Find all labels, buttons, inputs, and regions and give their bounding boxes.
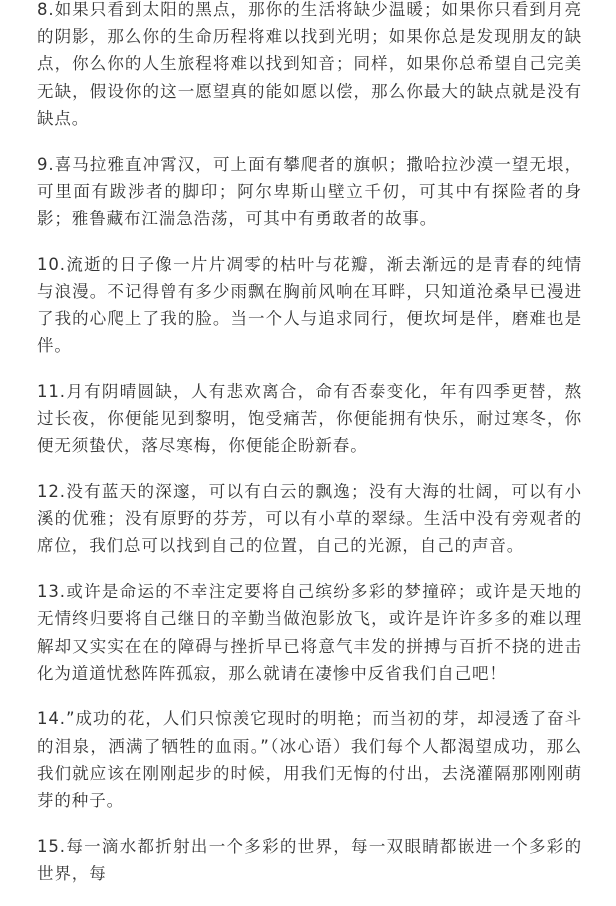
paragraph-11: 11.月有阴晴圆缺，人有悲欢离合，命有否泰变化，年有四季更替，熬过长夜，你便能见到黎明，饱受痛苦，你便能拥有快乐，耐过寒冬，你便无须蛰伏，落尽寒梅，你便能企盼新春。 — [37, 381, 582, 456]
paragraph-10: 10.流逝的日子像一片片凋零的枯叶与花瓣，渐去渐远的是青春的纯情与浪漫。不记得曾有多少雨飘在胸前风响在耳畔，只知道沧桑早已漫进了我的心爬上了我的脸。当一个人与追求同行，便坎坷是伴，磨难也是伴。 — [37, 254, 582, 356]
paragraph-14: 14.”成功的花，人们只惊羡它现时的明艳；而当初的芽，却浸透了奋斗的泪泉，洒满了牺牲的血雨。”（冰心语）我们每个人都渴望成功，那么我们就应该在刚刚起步的时候，用我们无悔的付出，去浇灌隔那刚刚萌芽的种子。 — [37, 709, 582, 811]
paragraph-8: 8.如果只看到太阳的黑点，那你的生活将缺少温暖；如果你只看到月亮的阴影，那么你的生命历程将难以找到光明；如果你总是发现朋友的缺点，你么你的人生旅程将难以找到知音；同样，如果你总希望自己完美无缺，假设你的这一愿望真的能如愿以偿，那么你最大的缺点就是没有缺点。 — [37, 0, 582, 128]
paragraph-13: 13.或许是命运的不幸注定要将自己缤纷多彩的梦撞碎；或许是天地的无情终归要将自己继日的辛勤当做泡影放飞，或许是许许多多的难以理解却又实实在在的障碍与挫折早已将意气丰发的拼搏与百折不挠的进击化为道道忧愁阵阵孤寂，那么就请在凄惨中反省我们自己吧！ — [37, 582, 582, 683]
article-body — [37, 0, 582, 906]
paragraph-9: 9.喜马拉雅直冲霄汉，可上面有攀爬者的旗帜；撒哈拉沙漠一望无垠，可里面有跋涉者的脚印；阿尔卑斯山壁立千仞，可其中有探险者的身影；雅鲁藏布江湍急浩荡，可其中有勇敢者的故事。 — [37, 154, 582, 228]
paragraph-15: 15.每一滴水都折射出一个多彩的世界，每一双眼睛都嵌进一个多彩的世界，每 — [37, 836, 582, 883]
paragraph-12: 12.没有蓝天的深邃，可以有白云的飘逸；没有大海的壮阔，可以有小溪的优雅；没有原野的芬芳，可以有小草的翠绿。生活中没有旁观者的席位，我们总可以找到自己的位置，自己的光源，自己的声音。 — [37, 482, 582, 556]
